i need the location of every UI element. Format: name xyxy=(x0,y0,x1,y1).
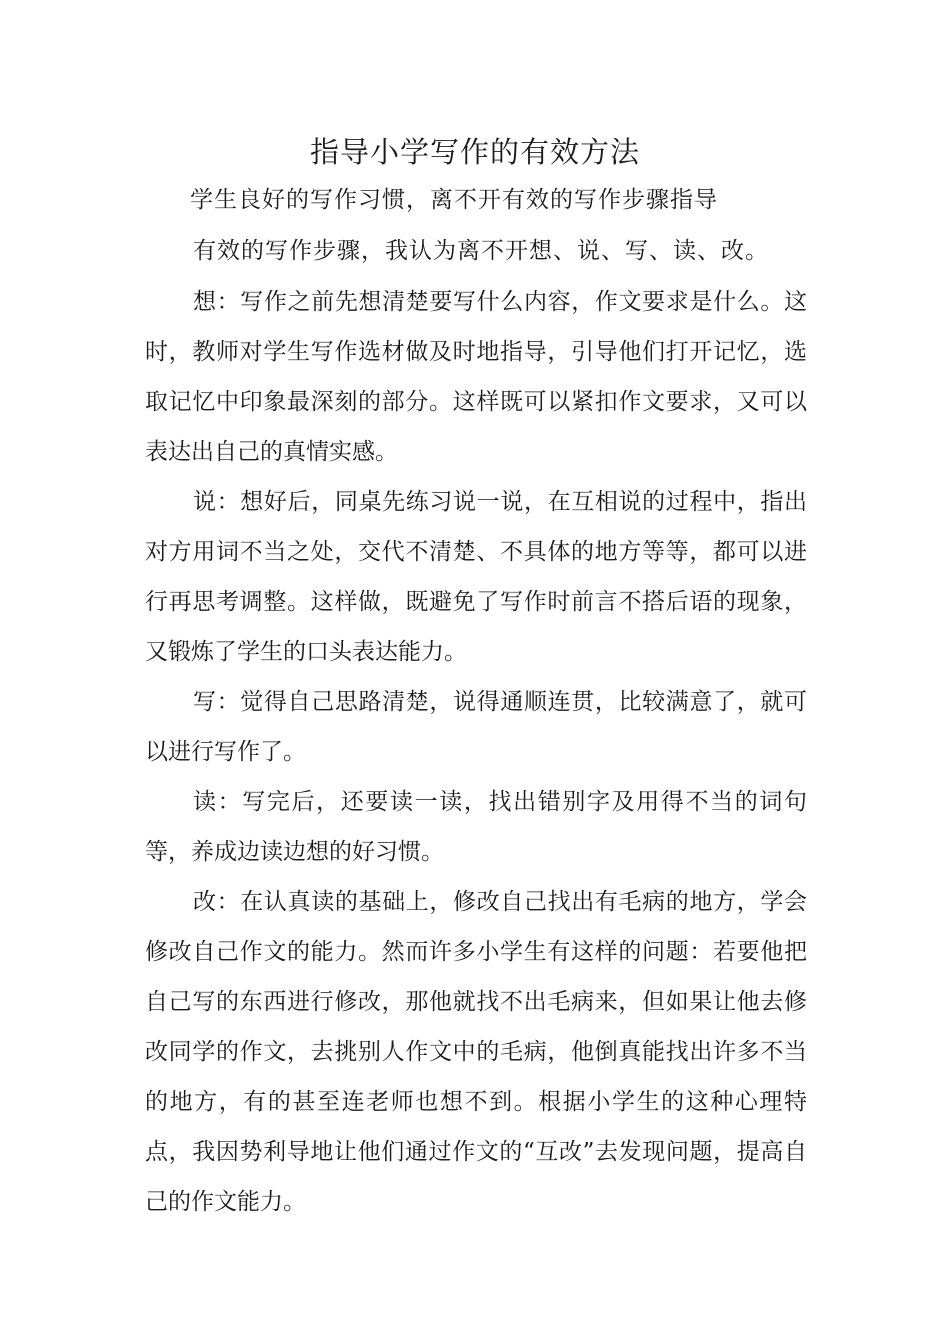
paragraph-speak: 说：想好后，同桌先练习说一说，在互相说的过程中，指出对方用词不当之处，交代不清楚、不具体的地方等等，都可以进行再思考调整。这样做，既避免了写作时前言不搭后语的现象，又锻炼了学生的口头表达能力。 xyxy=(145,489,807,665)
document-title: 指导小学写作的有效方法 xyxy=(309,135,640,169)
paragraph-think: 想：写作之前先想清楚要写什么内容，作文要求是什么。这时，教师对学生写作选材做及时地指导，引导他们打开记忆，选取记忆中印象最深刻的部分。这样既可以紧扣作文要求，又可以表达出自己的真情实感。 xyxy=(145,289,807,465)
paragraph-read: 读：写完后，还要读一读，找出错别字及用得不当的词句等，养成边读边想的好习惯。 xyxy=(145,789,807,865)
paragraph-write: 写：觉得自己思路清楚，说得通顺连贯，比较满意了，就可以进行写作了。 xyxy=(145,689,807,765)
paragraph-revise: 改：在认真读的基础上，修改自己找出有毛病的地方，学会修改自己作文的能力。然而许多小学生有这样的问题：若要他把自己写的东西进行修改，那他就找不出毛病来，但如果让他去修改同学的作文，去挑别人作文中的毛病，他倒真能找出许多不当的地方，有的甚至连老师也想不到。根据小学生的这种心理特点，我因势利导地让他们通过作文的“互改”去发现问题，提高自己的作文能力。 xyxy=(145,889,807,1215)
intro-line: 有效的写作步骤，我认为离不开想、说、写、读、改。 xyxy=(193,238,769,264)
document-subtitle: 学生良好的写作习惯，离不开有效的写作步骤指导 xyxy=(190,187,718,213)
